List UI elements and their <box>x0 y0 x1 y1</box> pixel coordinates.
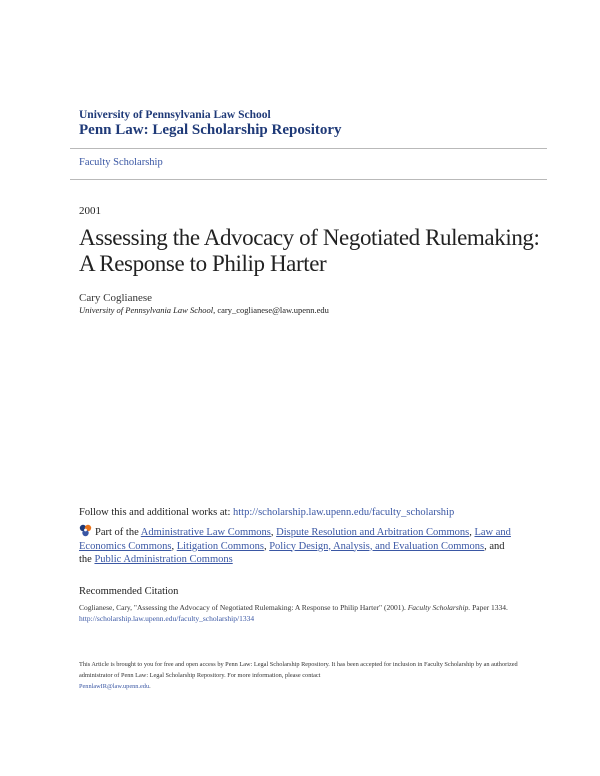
notice-text: This Article is brought to you for free and open access by Penn Law: Legal Scholarship Repository. It has been accepted for inclusion in Faculty Scholarship by an authorized administrator of Penn Law: Legal Scholarship Repository. For more information, please contact <box>79 661 518 680</box>
follow-text: Follow this and additional works at: <box>79 507 233 518</box>
follow-link[interactable]: http://scholarship.law.upenn.edu/faculty_scholarship <box>233 507 455 518</box>
commons-link[interactable]: Administrative Law Commons <box>140 527 271 538</box>
author-name: Cary Coglianese <box>79 292 153 304</box>
bepress-network-icon <box>79 524 92 537</box>
citation-journal: Faculty Scholarship. <box>407 603 471 612</box>
citation-link[interactable]: http://scholarship.law.upenn.edu/faculty_scholarship/1334 <box>79 614 255 623</box>
access-notice <box>79 659 519 693</box>
divider <box>70 179 547 180</box>
part-of-commons: Part of the Administrative Law Commons, Dispute Resolution and Arbitration Commons, Law and Economics Commons, Litigation Commons, Policy Design, Analysis, and Evaluation Commons, and the Public Administration Commons <box>79 524 519 567</box>
publication-year: 2001 <box>79 205 101 217</box>
commons-link[interactable]: Policy Design, Analysis, and Evaluation Commons <box>269 540 485 552</box>
institution-name: University of Pennsylvania Law School <box>79 109 271 121</box>
commons-link[interactable]: Law and Economics Commons <box>79 527 511 552</box>
recommended-citation-heading: Recommended Citation <box>79 586 179 597</box>
author-email: cary_coglianese@law.upenn.edu <box>217 305 329 315</box>
commons-link[interactable]: Dispute Resolution and Arbitration Commons <box>276 527 470 538</box>
contact-email-link[interactable]: PennlawIR@law.upenn.edu <box>79 683 150 691</box>
series-link[interactable]: Faculty Scholarship <box>79 157 163 168</box>
divider <box>70 148 547 149</box>
repository-name: Penn Law: Legal Scholarship Repository <box>79 122 342 138</box>
notice-end: . <box>149 683 151 691</box>
commons-link[interactable]: Litigation Commons <box>176 540 264 552</box>
author-affiliation: University of Pennsylvania Law School, cary_coglianese@law.upenn.edu <box>79 305 329 315</box>
follow-line <box>79 507 454 518</box>
part-of-prefix: Part of the <box>95 527 139 538</box>
citation-text: Coglianese, Cary, "Assessing the Advocacy of Negotiated Rulemaking: A Response to Philip Harter" (2001). <box>79 603 406 612</box>
citation-paper: Paper 1334. <box>472 603 508 612</box>
commons-link[interactable]: Public Administration Commons <box>94 554 233 565</box>
article-title: Assessing the Advocacy of Negotiated Rulemaking: A Response to Philip Harter <box>79 225 540 276</box>
recommended-citation <box>79 602 529 624</box>
and-the-text: , and the <box>79 540 505 565</box>
affiliation-text: University of Pennsylvania Law School <box>79 305 214 315</box>
